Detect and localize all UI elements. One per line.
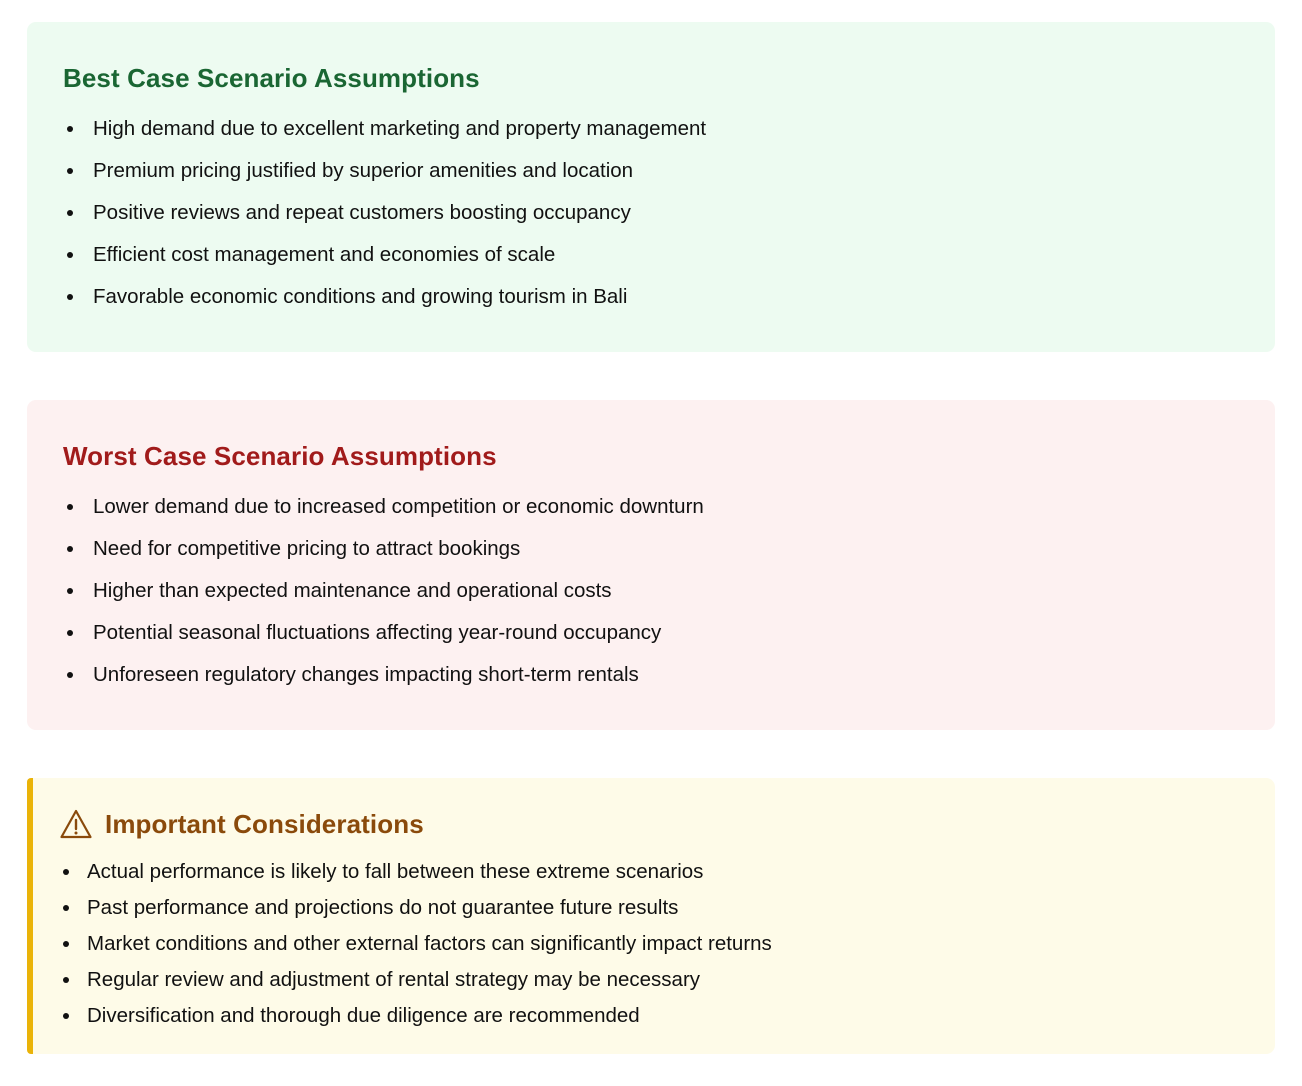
list-item: Higher than expected maintenance and operational costs: [63, 570, 1239, 612]
list-item: Actual performance is likely to fall between these extreme scenarios: [59, 854, 1245, 890]
worst-case-list: [63, 486, 1239, 696]
list-item: Positive reviews and repeat customers boosting occupancy: [63, 192, 1239, 234]
list-item: Unforeseen regulatory changes impacting short-term rentals: [63, 654, 1239, 696]
list-item: Past performance and projections do not guarantee future results: [59, 890, 1245, 926]
best-case-card: [27, 22, 1275, 352]
list-item: Lower demand due to increased competition or economic downturn: [63, 486, 1239, 528]
list-item: Efficient cost management and economies of scale: [63, 234, 1239, 276]
considerations-card: [27, 778, 1275, 1054]
considerations-heading: [59, 806, 1245, 842]
worst-case-title: Worst Case Scenario Assumptions: [63, 441, 497, 471]
considerations-title: Important Considerations: [105, 809, 424, 839]
list-item: Market conditions and other external factors can significantly impact returns: [59, 926, 1245, 962]
worst-case-card: [27, 400, 1275, 730]
list-item: Premium pricing justified by superior amenities and location: [63, 150, 1239, 192]
list-item: Diversification and thorough due diligence are recommended: [59, 998, 1245, 1034]
best-case-title: Best Case Scenario Assumptions: [63, 63, 480, 93]
best-case-list: [63, 108, 1239, 318]
list-item: Favorable economic conditions and growing tourism in Bali: [63, 276, 1239, 318]
considerations-list: [59, 854, 1245, 1034]
list-item: Regular review and adjustment of rental strategy may be necessary: [59, 962, 1245, 998]
warning-icon: [59, 808, 93, 840]
list-item: Need for competitive pricing to attract bookings: [63, 528, 1239, 570]
list-item: High demand due to excellent marketing and property management: [63, 108, 1239, 150]
list-item: Potential seasonal fluctuations affecting year-round occupancy: [63, 612, 1239, 654]
